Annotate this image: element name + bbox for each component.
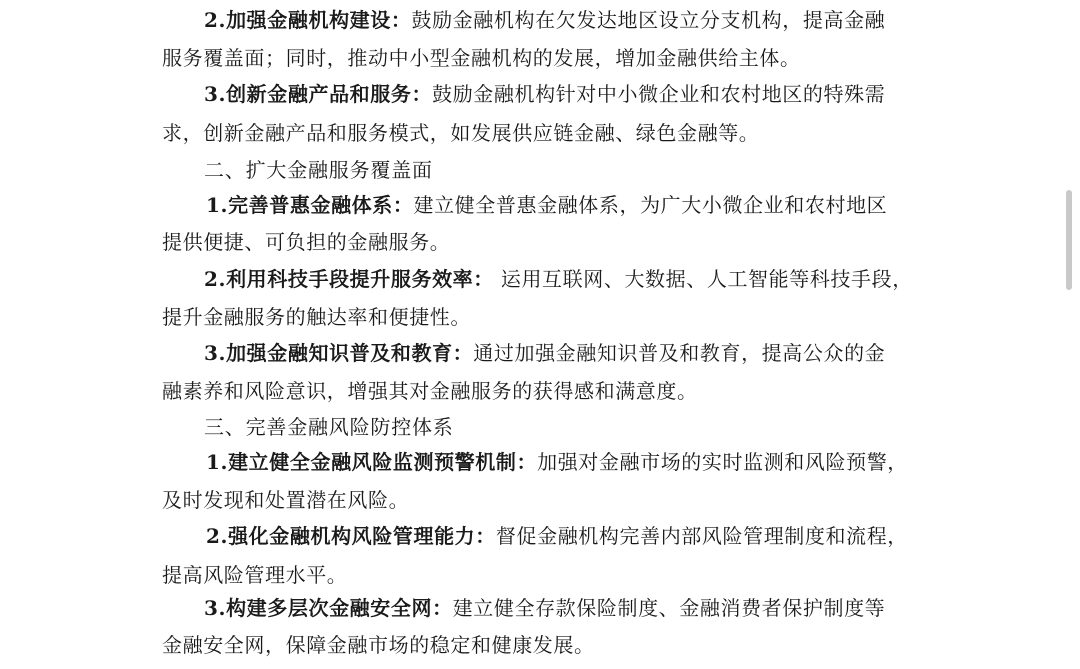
section-heading: 二、扩大金融服务覆盖面 (204, 158, 433, 182)
paragraph-line (204, 590, 885, 626)
item-text: 金融安全网，保障金融市场的稳定和健康发展。 (162, 633, 595, 657)
item-text: 通过加强金融知识普及和教育，提高公众的金 (473, 341, 886, 365)
item-title: 3.构建多层次金融安全网： (204, 596, 453, 620)
paragraph-line (162, 373, 698, 409)
paragraph-line (162, 115, 759, 151)
item-title: 2.强化金融机构风险管理能力： (206, 524, 496, 548)
item-text: 融素养和风险意识，增强其对金融服务的获得感和满意度。 (162, 379, 698, 403)
item-text: 加强对金融市场的实时监测和风险预警， (537, 450, 908, 474)
item-text: 建立健全普惠金融体系，为广大小微企业和农村地区 (413, 193, 888, 217)
item-title: 2.利用科技手段提升服务效率： (204, 267, 494, 291)
item-text: 督促金融机构完善内部风险管理制度和流程， (495, 524, 908, 548)
item-title: 2.加强金融机构建设： (204, 8, 412, 32)
item-text: 建立健全存款保险制度、金融消费者保护制度等 (452, 596, 886, 620)
section-heading: 三、完善金融风险防控体系 (204, 415, 454, 439)
paragraph-line (206, 187, 887, 223)
paragraph-line (162, 627, 595, 663)
item-text: 及时发现和处置潜在风险。 (162, 488, 410, 512)
paragraph-line (204, 2, 885, 38)
item-text: 求，创新金融产品和服务模式，如发展供应链金融、绿色金融等。 (162, 121, 760, 145)
paragraph-line (162, 557, 347, 593)
item-text: 提供便捷、可负担的金融服务。 (162, 230, 451, 254)
item-text: 提高风险管理水平。 (162, 563, 348, 587)
paragraph-line (162, 482, 409, 518)
paragraph-line (206, 518, 908, 554)
paragraph-line (162, 224, 450, 260)
item-title: 1.完善普惠金融体系： (206, 193, 414, 217)
item-text: 鼓励金融机构针对中小微企业和农村地区的特殊需 (432, 82, 886, 106)
item-title: 3.创新金融产品和服务： (204, 82, 433, 106)
paragraph-line (204, 76, 885, 112)
paragraph-line (204, 261, 913, 297)
item-title: 1.建立健全金融风险监测预警机制： (206, 450, 538, 474)
paragraph-line (162, 40, 801, 76)
item-text: 运用互联网、大数据、人工智能等科技手段， (493, 267, 913, 291)
paragraph-line (204, 335, 885, 371)
paragraph-line (206, 444, 908, 480)
item-text: 鼓励金融机构在欠发达地区设立分支机构，提高金融 (411, 8, 886, 32)
paragraph-line (162, 299, 471, 335)
item-title: 3.加强金融知识普及和教育： (204, 341, 474, 365)
item-text: 提升金融服务的触达率和便捷性。 (162, 305, 471, 329)
item-text: 服务覆盖面；同时，推动中小型金融机构的发展，增加金融供给主体。 (162, 46, 801, 70)
vertical-scrollbar-thumb[interactable] (1066, 190, 1072, 290)
